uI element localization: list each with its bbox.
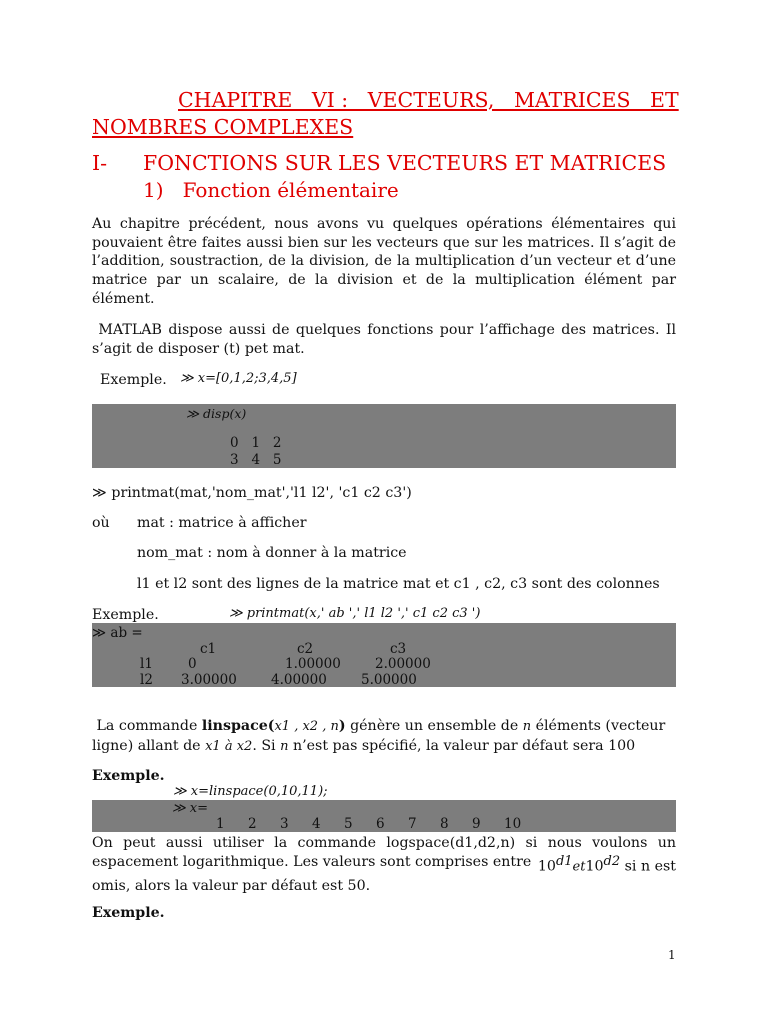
- linspace-args: x1 , x2 , n: [274, 719, 339, 734]
- logspace-exp-1: d1: [555, 853, 573, 869]
- disp-command: ≫ disp(x): [186, 406, 247, 421]
- linspace-value: 3: [280, 816, 289, 832]
- subsection-title: 1) Fonction élémentaire: [143, 178, 399, 202]
- linspace-value: 8: [440, 816, 449, 832]
- linspace-value: 7: [408, 816, 417, 832]
- chapter-title-line2: NOMBRES COMPLEXES: [92, 115, 354, 139]
- disp-output-box: [92, 404, 676, 468]
- linspace-value: 10: [504, 816, 522, 832]
- example2-label: Exemple.: [92, 607, 159, 623]
- disp-row-2: 3 4 5: [230, 452, 282, 468]
- linspace-paragraph: [92, 717, 676, 756]
- logspace-line-1: On peut aussi utiliser la commande logspace(d1,d2,n) si nous voulons un: [92, 835, 676, 851]
- logspace-paragraph: [92, 834, 676, 896]
- linspace-value: 1: [216, 816, 225, 832]
- linspace-value: 4: [312, 816, 321, 832]
- section-title: FONCTIONS SUR LES VECTEURS ET MATRICES: [143, 151, 667, 175]
- printmat-output-header: ≫ ab =: [92, 625, 143, 641]
- example2-formula: ≫ printmat(x,' ab ',' l1 l2 ',' c1 c2 c3 '): [229, 606, 481, 621]
- example1-label: Exemple.: [100, 372, 167, 388]
- logspace-ten-a: 10: [537, 858, 556, 875]
- linspace-output-values: [216, 816, 536, 832]
- linspace-output-box: [92, 800, 676, 832]
- linspace-close: ): [338, 718, 346, 734]
- logspace-exp-2: d2: [603, 853, 621, 869]
- linspace-line2-a: ligne) allant de: [92, 737, 206, 754]
- linspace-line2-b: . Si: [252, 737, 281, 754]
- linspace-range: x1 à x2: [205, 738, 253, 754]
- logspace-line-2a: espacement logarithmique. Les valeurs sont comprises entre: [92, 853, 536, 870]
- linspace-value: 6: [376, 816, 385, 832]
- printmat-row-l1-c3: 2.00000: [375, 656, 431, 672]
- printmat-row-l2-c3: 5.00000: [361, 672, 417, 688]
- logspace-line-2b: si n est: [620, 858, 676, 875]
- printmat-row-l2-c1: 3.00000: [181, 672, 237, 688]
- linspace-output-label: ≫ x=: [172, 801, 208, 816]
- printmat-row-l1-c2: 1.00000: [285, 656, 341, 672]
- linspace-value: 5: [344, 816, 353, 832]
- page-number: 1: [668, 948, 676, 962]
- example3-label: Exemple.: [92, 768, 165, 784]
- linspace-n: n: [522, 719, 532, 734]
- linspace-text-1: La commande: [92, 718, 202, 734]
- definition-nom-mat: nom_mat : nom à donner à la matrice: [137, 545, 407, 561]
- example1-formula: ≫ x=[0,1,2;3,4,5]: [180, 371, 297, 386]
- logspace-line-3: omis, alors la valeur par défaut est 50.: [92, 878, 371, 895]
- definition-lines-cols: l1 et l2 sont des lignes de la matrice mat et c1 , c2, c3 sont des colonnes: [137, 576, 660, 592]
- printmat-col-c1: c1: [200, 641, 217, 657]
- definition-mat: mat : matrice à afficher: [137, 515, 307, 531]
- example3-formula: ≫ x=linspace(0,10,11);: [173, 784, 328, 799]
- chapter-title: [92, 87, 679, 141]
- linspace-line2-c: n’est pas spécifié, la valeur par défaut sera 100: [288, 737, 636, 754]
- paragraph-intro: Au chapitre précédent, nous avons vu quelques opérations élémentaires qui pouvaient être faites aussi bien sur les vecteurs que sur les matrices. Il s’agit de l’addition, soustraction, de la division, de la multiplication d’un vecteur et d’une matrice par un scalaire, de la division et de la multiplication élément par élément.: [92, 216, 676, 307]
- linspace-n-2: n: [280, 738, 289, 754]
- logspace-et: et: [572, 859, 586, 875]
- example4-label: Exemple.: [92, 905, 165, 921]
- linspace-text-3: éléments (vecteur: [531, 718, 666, 734]
- printmat-syntax: ≫ printmat(mat,'nom_mat','l1 l2', 'c1 c2 c3'): [92, 485, 412, 501]
- chapter-title-line1: CHAPITRE VI : VECTEURS, MATRICES ET: [178, 88, 679, 112]
- printmat-col-c2: c2: [297, 641, 314, 657]
- section-number: I-: [92, 151, 108, 175]
- linspace-command: linspace(: [201, 718, 275, 734]
- linspace-text-2: génère un ensemble de: [345, 718, 523, 734]
- logspace-ten-b: 10: [585, 858, 604, 875]
- paragraph-matlab-display: MATLAB dispose aussi de quelques fonctions pour l’affichage des matrices. Il s’agit de disposer (t) pet mat.: [92, 322, 681, 357]
- printmat-row-l1-c1: 0: [188, 656, 197, 672]
- printmat-row-l1-label: l1: [140, 656, 153, 672]
- printmat-col-c3: c3: [390, 641, 407, 657]
- linspace-value: 2: [248, 816, 257, 832]
- ou-label: où: [92, 515, 110, 531]
- printmat-row-l2-c2: 4.00000: [271, 672, 327, 688]
- disp-row-1: 0 1 2: [230, 435, 282, 451]
- printmat-row-l2-label: l2: [140, 672, 153, 688]
- linspace-value: 9: [472, 816, 481, 832]
- printmat-output-box: [92, 623, 676, 687]
